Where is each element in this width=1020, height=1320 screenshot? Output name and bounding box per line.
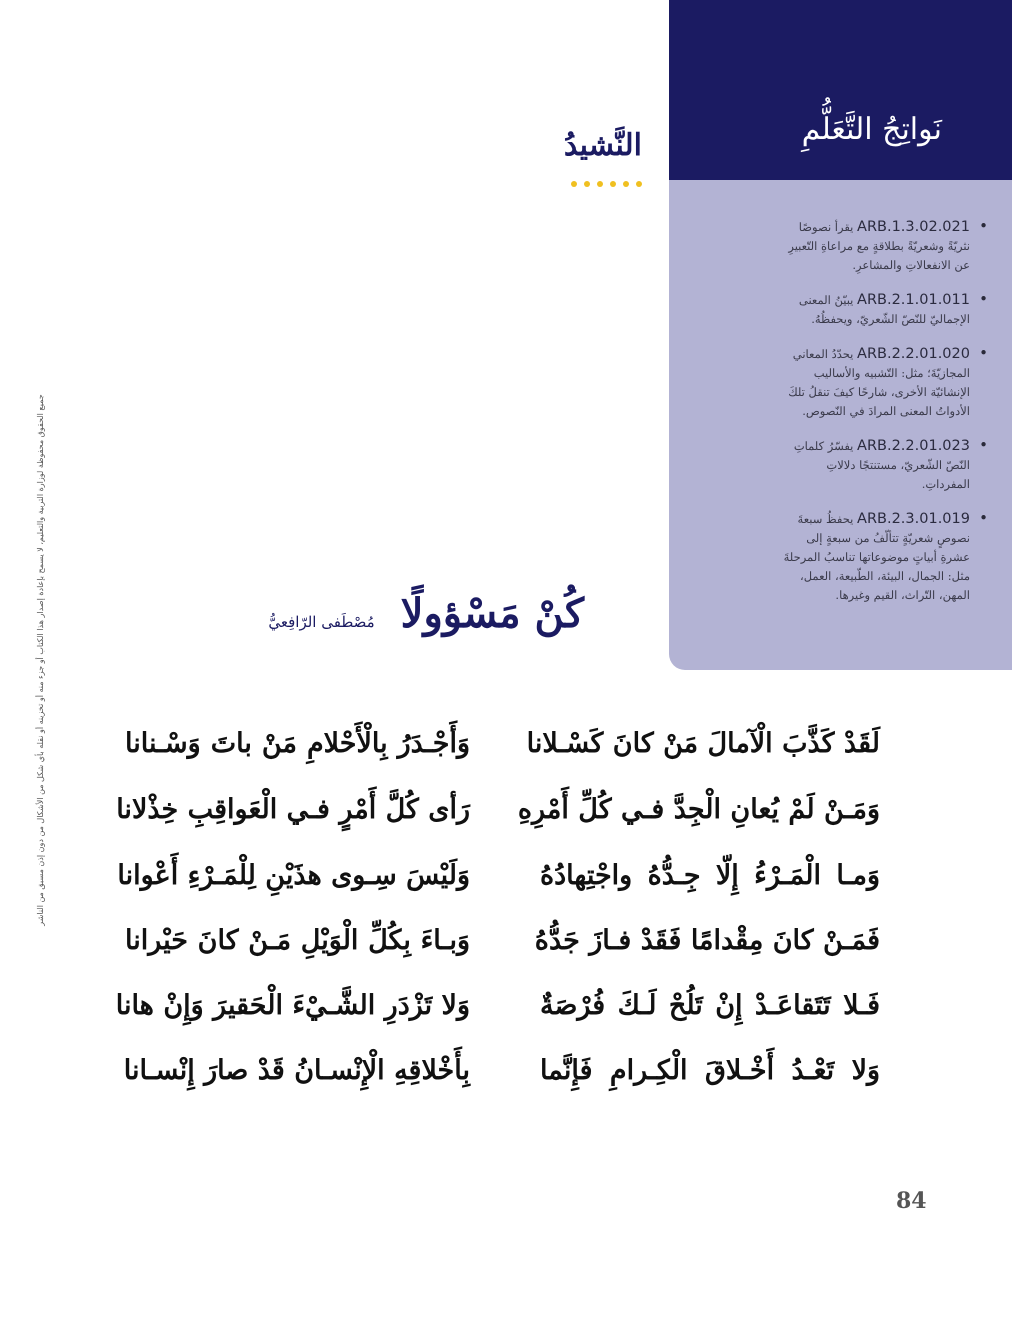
- outcome-text: يحفظُ سبعةَ نصوصٍ شعريّةٍ تتألّفُ من سبعةٍ إلى عشرةِ أبياتٍ موضوعاتها تناسبُ المرحلةَ مثل: الجمال، البيئة، الطّبيعة، العمل، المهن، التّراث، القيم وغيرها.: [783, 512, 970, 602]
- learning-outcomes-panel: [669, 180, 1012, 670]
- outcome-text: يحدّدُ المعاني المجازيّةَ؛ مثل: التّشبيه والأساليب الإنشائيّة الأخرى، شارحًا كيفَ تنقلُ تلكَ الأدواتُ المعنى المرادَ في النّصوص.: [788, 347, 970, 418]
- learning-outcomes-title: نَواتِجُ التَّعَلُّمِ: [801, 112, 942, 147]
- verse-second-hemistich: رَأى كُلَّ أَمْرٍ فـي الْعَواقِبِ خِذْلانا: [116, 794, 470, 825]
- verse-first-hemistich: فَـلا تَتَقاعَـدْ إِنْ تَلُحْ لَـكَ فُرْصَةٌ: [540, 990, 880, 1021]
- poem-title: كُنْ مَسْؤولًا: [400, 590, 584, 637]
- outcome-code: ARB.2.3.01.019: [857, 511, 970, 527]
- title-dots-decoration: [571, 181, 642, 187]
- verse-second-hemistich: وَلا تَزْدَرِ الشَّـيْءَ الْحَقيرَ وَإِنْ هانا: [115, 990, 470, 1021]
- verse-first-hemistich: فَمَـنْ كانَ مِقْدامًا فَقَدْ فـازَ جَدُّهُ: [534, 925, 880, 956]
- outcome-text: يبيّنُ المعنى الإجماليّ للنّصّ الشّعريّ، ويحفظُهُ.: [798, 293, 970, 326]
- poet-name: مُصْطَفى الرّافِعيُّ: [268, 613, 375, 631]
- verse-second-hemistich: وَبـاءَ بِكُلِّ الْوَيْلِ مَـنْ كانَ حَيْرانا: [125, 925, 470, 956]
- outcome-item: [778, 345, 988, 421]
- verse-first-hemistich: وَمـا الْمَـرْءُ إِلّا جِـدُّهُ واجْتِهادُهُ: [540, 860, 880, 891]
- verse-first-hemistich: وَمَـنْ لَمْ يُعانِ الْجِدَّ فـي كُلِّ أَمْرِهِ: [517, 794, 880, 825]
- outcome-text: يفسّرُ كلماتِ النّصّ الشّعريّ، مستنتجًا دلالاتِ المفرداتِ.: [793, 439, 970, 491]
- copyright-text: جميع الحقوق محفوظة لوزارة التربية والتعليم، لا يسمح بإعادة إصدار هذا الكتاب أو جزء منه أو تخزينه أو نقله بأي شكل من الأشكال من دون إذن مسبق من الناشر: [36, 394, 45, 926]
- poem-heading: [268, 590, 584, 637]
- verse-first-hemistich: لَقَدْ كَذَّبَ الْآمالَ مَنْ كانَ كَسْـلانا: [526, 728, 880, 759]
- copyright-notice: [34, 310, 48, 1010]
- outcome-text: يقرأ نصوصًا نثريّةً وشعريّةً بطلاقةٍ مع مراعاةِ التّعبيرِ عن الانفعالاتِ والمشاعرِ.: [788, 220, 970, 272]
- outcome-code: ARB.2.2.01.020: [857, 346, 970, 362]
- verse-first-hemistich: وَلا تَعْـدُ أَخْـلاقَ الْكِـرامِ فَإِنَّما: [540, 1055, 880, 1086]
- learning-outcomes-list: [778, 218, 988, 621]
- outcome-item: [778, 437, 988, 494]
- outcome-code: ARB.1.3.02.021: [857, 219, 970, 235]
- verse-second-hemistich: بِأَخْلاقِهِ الْإِنْسـانُ قَدْ صارَ إِنْسـانا: [123, 1055, 470, 1086]
- verse-second-hemistich: وَأَجْـدَرُ بِالْأَحْلامِ مَنْ باتَ وَسْـنانا: [125, 728, 470, 759]
- learning-outcomes-header: [669, 0, 1012, 180]
- outcome-code: ARB.2.2.01.023: [857, 438, 970, 454]
- outcome-item: [778, 291, 988, 329]
- section-title: النَّشيدُ: [563, 128, 642, 163]
- verse-second-hemistich: وَلَيْسَ سِـوى هذَيْنِ لِلْمَـرْءِ أَعْوانا: [117, 860, 470, 891]
- outcome-item: [778, 510, 988, 605]
- page-number: 84: [896, 1188, 927, 1214]
- outcome-code: ARB.2.1.01.011: [857, 292, 970, 308]
- outcome-item: [778, 218, 988, 275]
